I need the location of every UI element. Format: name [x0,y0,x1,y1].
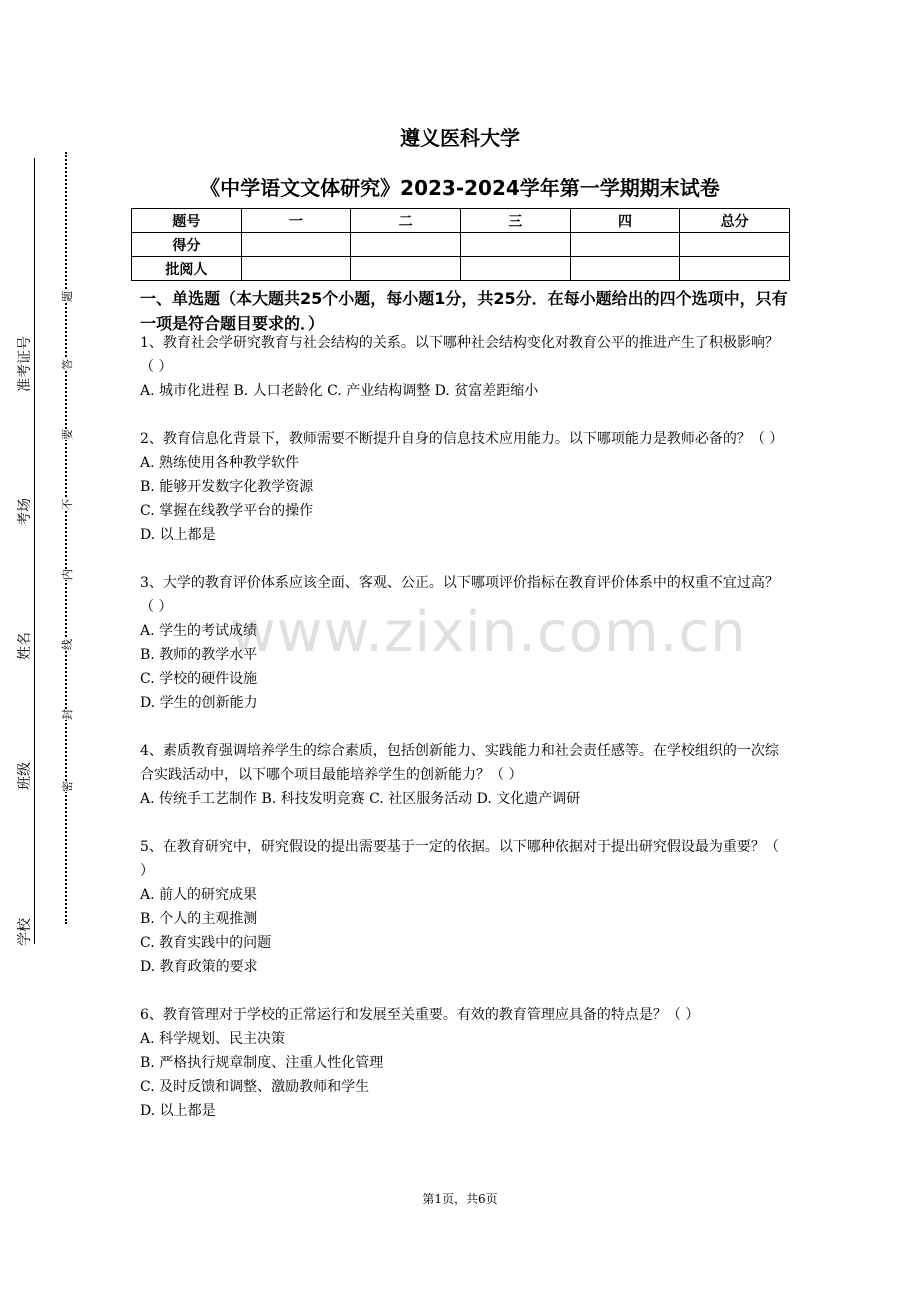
option-b: B. 能够开发数字化教学资源 [140,479,314,495]
seal-char-xian: 线 [61,639,74,650]
col-section-4: 四 [570,209,680,233]
question-6 [140,1003,790,1123]
score-cell[interactable] [460,233,570,257]
question-stem: 2、教育信息化背景下，教师需要不断提升自身的信息技术应用能力。以下哪项能力是教师必备的？（ ） [140,431,784,447]
seal-char-da: 答 [61,359,74,370]
seal-char-mi: 密 [61,781,74,792]
question-2 [140,427,790,547]
option-b: B. 个人的主观推测 [140,911,258,927]
option-a: A. 学生的考试成绩 [140,623,258,639]
watermark: www.zixin.com.cn [230,600,747,665]
field-line-school [34,748,35,944]
field-label-exam-number: 准考证号 [17,336,33,392]
option-d: D. 教育政策的要求 [140,959,258,975]
seal-dotted-line [65,152,67,924]
question-5 [140,835,790,979]
seal-char-feng: 封 [61,709,74,720]
score-table-header-row [132,209,790,233]
row-label-grader: 批阅人 [132,257,242,281]
grader-cell[interactable] [570,257,680,281]
col-section-2: 二 [351,209,461,233]
grader-row [132,257,790,281]
question-list [140,331,790,1147]
grader-cell[interactable] [351,257,461,281]
option-d: D. 学生的创新能力 [140,695,258,711]
university-title: 遵义医科大学 [400,126,520,150]
option-c: C. 教育实践中的问题 [140,935,272,951]
grader-cell[interactable] [680,257,790,281]
question-stem: 6、教育管理对于学校的正常运行和发展至关重要。有效的教育管理应具备的特点是？（ ） [140,1007,700,1023]
field-label-school: 学校 [17,918,33,946]
option-a: A. 前人的研究成果 [140,887,258,903]
question-1 [140,331,790,403]
seal-char-nei: 内 [61,569,74,580]
option-d: D. 以上都是 [140,527,216,543]
col-total: 总分 [680,209,790,233]
score-cell[interactable] [680,233,790,257]
option-b: B. 严格执行规章制度、注重人性化管理 [140,1055,384,1071]
question-stem: 3、大学的教育评价体系应该全面、客观、公正。以下哪项评价指标在教育评价体系中的权重不宜过高？（ ） [140,575,779,615]
grader-cell[interactable] [241,257,351,281]
score-table [131,208,790,281]
score-cell[interactable] [570,233,680,257]
field-label-exam-room: 考场 [17,498,33,526]
col-question-number: 题号 [132,209,242,233]
option-c: C. 及时反馈和调整、激励教师和学生 [140,1079,370,1095]
option-a: A. 科学规划、民主决策 [140,1031,286,1047]
question-4 [140,739,790,811]
question-options: A. 传统手工艺制作 B. 科技发明竞赛 C. 社区服务活动 D. 文化遗产调研 [140,791,581,807]
field-label-class: 班级 [17,762,33,790]
exam-title: 《中学语文文体研究》2023-2024学年第一学期期末试卷 [200,176,720,200]
seal-char-yao: 要 [61,429,74,440]
row-label-score: 得分 [132,233,242,257]
option-c: C. 学校的硬件设施 [140,671,258,687]
score-cell[interactable] [351,233,461,257]
question-stem: 5、在教育研究中，研究假设的提出需要基于一定的依据。以下哪种依据对于提出研究假设最为重要？（ ） [140,839,779,879]
grader-cell[interactable] [460,257,570,281]
option-c: C. 掌握在线教学平台的操作 [140,503,314,519]
question-stem: 4、素质教育强调培养学生的综合素质，包括创新能力、实践能力和社会责任感等。在学校组织的一次综合实践活动中，以下哪个项目最能培养学生的创新能力？（ ） [140,743,779,783]
score-cell[interactable] [241,233,351,257]
option-b: B. 教师的教学水平 [140,647,258,663]
option-d: D. 以上都是 [140,1103,216,1119]
section-heading: 一、单选题（本大题共25个小题，每小题1分，共25分．在每小题给出的四个选项中，只有一项是符合题目要求的．） [140,289,788,333]
field-label-name: 姓名 [17,632,33,660]
seal-char-bu: 不 [61,499,74,510]
option-a: A. 熟练使用各种教学软件 [140,455,300,471]
page-footer: 第1页，共6页 [422,1192,498,1206]
col-section-3: 三 [460,209,570,233]
question-stem: 1、教育社会学研究教育与社会结构的关系。以下哪种社会结构变化对教育公平的推进产生了积极影响？（ ） [140,335,779,375]
col-section-1: 一 [241,209,351,233]
question-options: A. 城市化进程 B. 人口老龄化 C. 产业结构调整 D. 贫富差距缩小 [140,383,539,399]
score-row [132,233,790,257]
seal-char-ti: 题 [61,291,74,302]
